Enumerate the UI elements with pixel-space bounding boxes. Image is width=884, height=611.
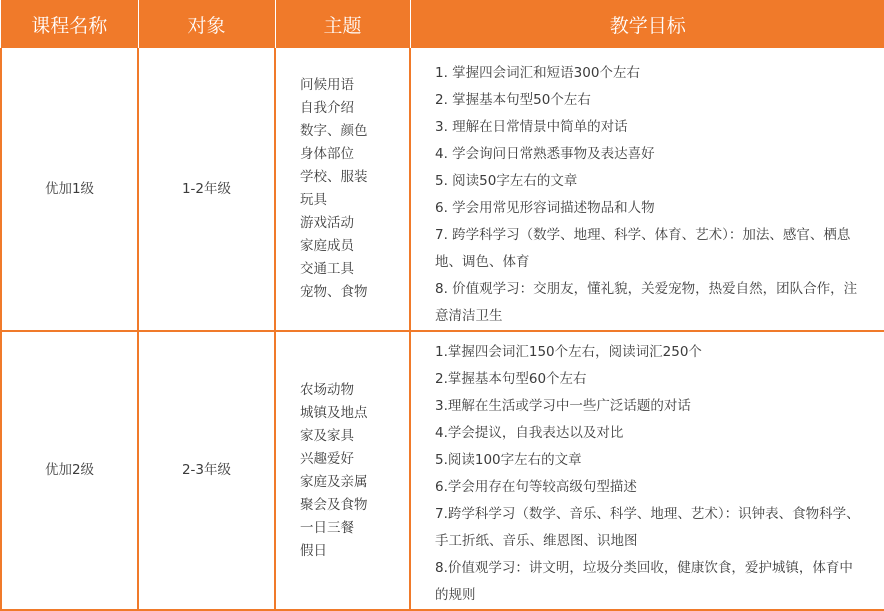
- topic-item: 农场动物: [300, 381, 354, 398]
- audience-cell: 1-2年级: [138, 48, 275, 331]
- topic-item: 交通工具: [300, 261, 354, 277]
- course-name-cell: 优加2级: [1, 331, 138, 610]
- topic-item: 一日三餐: [300, 519, 354, 536]
- objective-item: 4.学会提议，自我表达以及对比: [435, 425, 624, 441]
- topic-item: 学校、服装: [300, 169, 368, 185]
- header-objectives: 教学目标: [410, 0, 884, 48]
- objective-item: 8. 价值观学习：交朋友，懂礼貌，关爱宠物，热爱自然，团队合作，注意清洁卫生: [435, 281, 858, 324]
- objective-item: 6.学会用存在句等较高级句型描述: [435, 479, 637, 495]
- topic-item: 家庭及亲属: [300, 473, 368, 490]
- objective-item: 7. 跨学科学习（数学、地理、科学、体育、艺术）：加法、感官、栖息地、调色、体育: [435, 227, 851, 270]
- header-course-name: 课程名称: [1, 0, 138, 48]
- objective-item: 3. 理解在日常情景中简单的对话: [435, 119, 628, 135]
- topic-item: 自我介绍: [300, 100, 354, 116]
- objective-item: 5.阅读100字左右的文章: [435, 452, 582, 468]
- audience-cell: 2-3年级: [138, 331, 275, 610]
- objective-item: 2. 掌握基本句型50个左右: [435, 92, 591, 108]
- objective-item: 2.掌握基本句型60个左右: [435, 371, 587, 387]
- objective-item: 1.掌握四会词汇150个左右，阅读词汇250个: [435, 344, 702, 360]
- topic-item: 问候用语: [300, 77, 354, 93]
- topics-cell: [275, 48, 410, 331]
- topic-item: 玩具: [300, 192, 327, 208]
- topics-cell: [275, 331, 410, 610]
- topic-item: 城镇及地点: [300, 404, 368, 421]
- topic-item: 宠物、食物: [300, 284, 368, 300]
- objective-item: 6. 学会用常见形容词描述物品和人物: [435, 200, 655, 216]
- topic-item: 家及家具: [300, 427, 354, 444]
- topic-item: 家庭成员: [300, 238, 354, 254]
- course-name-cell: 优加1级: [1, 48, 138, 331]
- topic-item: 数字、颜色: [300, 123, 368, 139]
- objective-item: 4. 学会询问日常熟悉事物及表达喜好: [435, 146, 655, 162]
- objectives-cell: [410, 48, 884, 331]
- table-row: [1, 331, 884, 610]
- objective-item: 3.理解在生活或学习中一些广泛话题的对话: [435, 398, 691, 414]
- objectives-cell: [410, 331, 884, 610]
- topic-item: 假日: [300, 542, 327, 559]
- topic-item: 身体部位: [300, 146, 354, 162]
- objective-item: 5. 阅读50字左右的文章: [435, 173, 578, 189]
- header-audience: 对象: [138, 0, 275, 48]
- topic-item: 游戏活动: [300, 215, 354, 231]
- objective-item: 8.价值观学习：讲文明，垃圾分类回收，健康饮食，爱护城镇，体育中的规则: [435, 560, 853, 603]
- header-topic: 主题: [275, 0, 410, 48]
- table-header-row: [1, 0, 884, 48]
- topic-item: 聚会及食物: [300, 496, 368, 513]
- table-row: [1, 48, 884, 331]
- objective-item: 7.跨学科学习（数学、音乐、科学、地理、艺术）：识钟表、食物科学、手工折纸、音乐、维恩图、识地图: [435, 506, 860, 549]
- topic-item: 兴趣爱好: [300, 450, 354, 467]
- objective-item: 1. 掌握四会词汇和短语300个左右: [435, 65, 640, 81]
